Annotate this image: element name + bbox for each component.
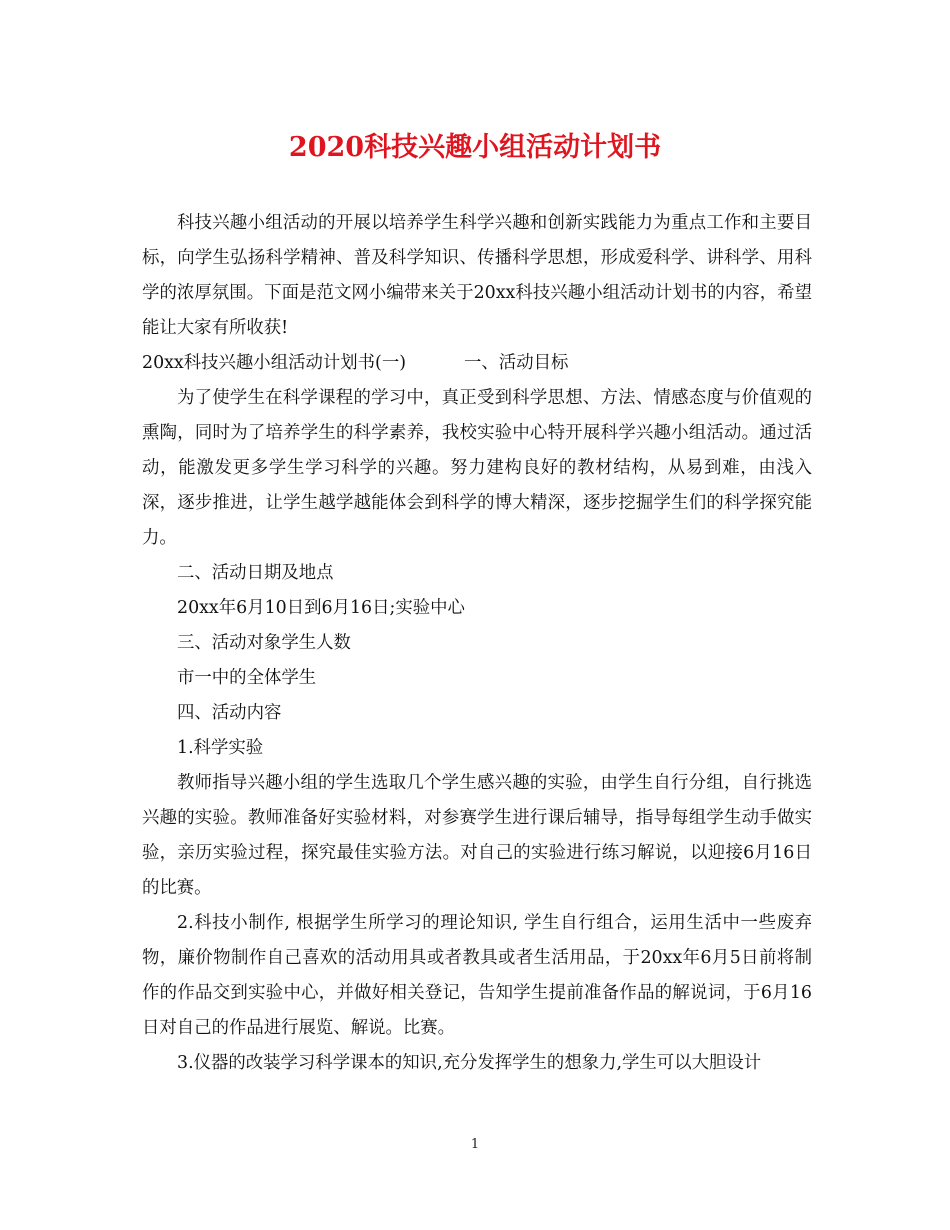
section4-heading: 四、活动内容 [177,703,282,723]
plan-subheading-line [142,346,812,381]
plan-subheading: 20xx科技兴趣小组活动计划书(一) [142,353,407,373]
section3-body: 市一中的全体学生 [177,668,317,688]
intro-paragraph: 科技兴趣小组活动的开展以培养学生科学兴趣和创新实践能力为重点工作和主要目标，向学生弘扬科学精神、普及科学知识、传播科学思想，形成爱科学、讲科学、用科学的浓厚氛围。下面是范文网小编带来关于20xx科技兴趣小组活动计划书的内容，希望能让大家有所收获! [142,213,812,338]
section1-body: 为了使学生在科学课程的学习中，真正受到科学思想、方法、情感态度与价值观的熏陶，同时为了培养学生的科学素养，我校实验中心特开展科学兴趣小组活动。通过活动，能激发更多学生学习科学的兴趣。努力建构良好的教材结构，从易到难，由浅入深，逐步推进，让学生越学越能体会到科学的博大精深，逐步挖掘学生们的科学探究能力。 [142,388,812,548]
section3-heading: 三、活动对象学生人数 [177,633,351,653]
item1-body: 教师指导兴趣小组的学生选取几个学生感兴趣的实验，由学生自行分组，自行挑选兴趣的实验。教师准备好实验材料，对参赛学生进行课后辅导，指导每组学生动手做实验，亲历实验过程，探究最佳实验方法。对自己的实验进行练习解说，以迎接6月16日的比赛。 [142,773,812,898]
section1-heading: 一、活动目标 [464,353,569,373]
section2-body: 20xx年6月10日到6月16日;实验中心 [177,598,465,618]
page-number: 1 [470,1137,480,1152]
item3-body: 3.仪器的改装学习科学课本的知识,充分发挥学生的想象力,学生可以大胆设计 [177,1053,762,1073]
section2-heading: 二、活动日期及地点 [177,563,334,583]
document-title: 2020科技兴趣小组活动计划书 [288,132,662,163]
item1-heading: 1.科学实验 [177,738,264,758]
item2-body: 2.科技小制作, 根据学生所学习的理论知识, 学生自行组合，运用生活中一些废弃物，廉价物制作自己喜欢的活动用具或者教具或者生活用品，于20xx年6月5日前将制作的作品交到实验中心，并做好相关登记，告知学生提前准备作品的解说词，于6月16日对自己的作品进行展览、解说。比赛。 [142,913,812,1038]
document-body [142,206,812,1081]
